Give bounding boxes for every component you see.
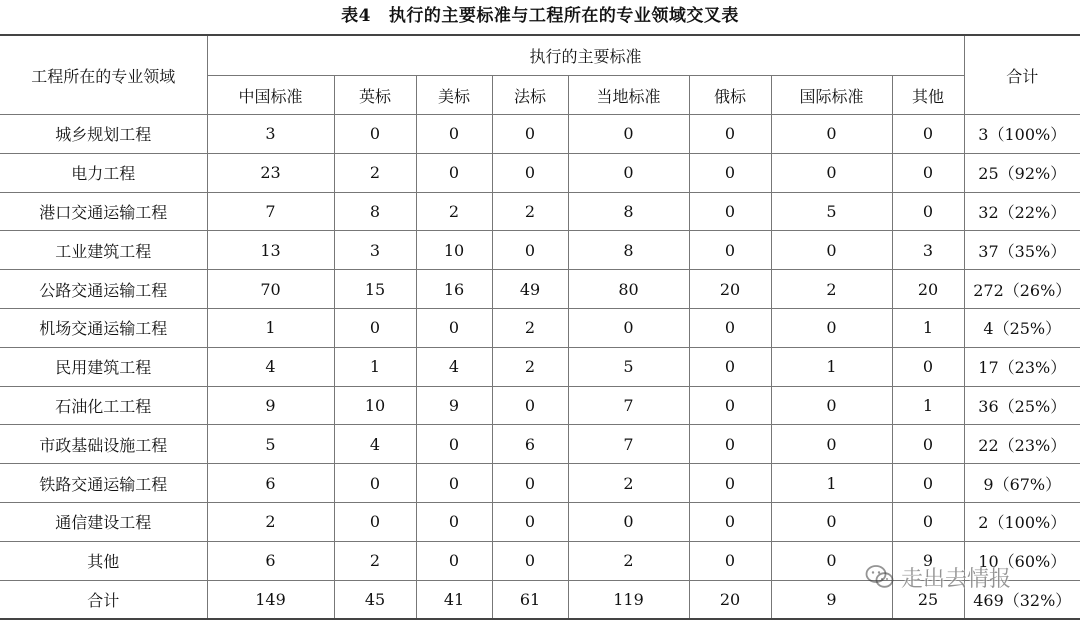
row-total: 37（35%） [964,231,1080,270]
table-cell: 2 [771,270,892,309]
table-row [0,502,1080,541]
total-header-cell: 合计 [964,35,1080,115]
table-cell: 0 [771,231,892,270]
table-cell: 0 [771,115,892,154]
table-cell: 0 [892,464,964,503]
row-total: 4（25%） [964,308,1080,347]
column-header: 当地标准 [568,76,689,115]
row-total: 17（23%） [964,347,1080,386]
table-row [0,270,1080,309]
column-header: 俄标 [689,76,771,115]
table-cell: 70 [207,270,334,309]
table-cell: 41 [416,580,492,619]
table-cell: 0 [689,347,771,386]
table-cell: 1 [207,308,334,347]
row-header-cell: 工程所在的专业领域 [0,35,207,115]
table-cell: 0 [492,464,568,503]
table-cell: 0 [689,308,771,347]
table-cell: 7 [207,192,334,231]
table-cell: 0 [892,192,964,231]
table-cell: 9 [207,386,334,425]
table-cell: 0 [416,425,492,464]
row-label: 城乡规划工程 [0,115,207,154]
table-row [0,386,1080,425]
table-cell: 3 [334,231,416,270]
table-cell: 149 [207,580,334,619]
table-cell: 4 [334,425,416,464]
table-cell: 0 [416,464,492,503]
table-cell: 0 [689,502,771,541]
table-row [0,153,1080,192]
row-label: 工业建筑工程 [0,231,207,270]
table-cell: 2 [492,347,568,386]
table-cell: 0 [771,425,892,464]
table-cell: 1 [771,347,892,386]
table-cell: 0 [568,115,689,154]
row-label: 合计 [0,580,207,619]
table-cell: 0 [416,308,492,347]
row-total: 32（22%） [964,192,1080,231]
table-row [0,580,1080,619]
table-cell: 80 [568,270,689,309]
table-cell: 0 [334,464,416,503]
watermark-text: 走出去情报 [901,566,1012,592]
table-cell: 0 [334,502,416,541]
table-cell: 8 [568,231,689,270]
row-label: 石油化工工程 [0,386,207,425]
table-cell: 0 [771,386,892,425]
cross-table [0,34,1080,620]
table-cell: 0 [892,347,964,386]
table-cell: 0 [492,386,568,425]
table-cell: 0 [492,153,568,192]
table-cell: 1 [334,347,416,386]
table-cell: 7 [568,386,689,425]
table-cell: 20 [689,580,771,619]
table-cell: 0 [771,153,892,192]
table-cell: 20 [689,270,771,309]
table-title [0,0,1080,32]
table-caption: 执行的主要标准与工程所在的专业领域交叉表 [388,6,739,26]
table-cell: 0 [689,115,771,154]
table-row [0,425,1080,464]
table-cell: 16 [416,270,492,309]
table-row [0,308,1080,347]
table-cell: 0 [689,464,771,503]
table-cell: 9 [892,541,964,580]
table-cell: 1 [892,386,964,425]
table-cell: 0 [892,502,964,541]
table-number: 表4 [341,6,371,26]
table-cell: 0 [568,153,689,192]
row-total: 2（100%） [964,502,1080,541]
row-total: 25（92%） [964,153,1080,192]
table-row [0,541,1080,580]
table-row [0,231,1080,270]
table-cell: 0 [334,115,416,154]
column-header: 美标 [416,76,492,115]
column-header: 中国标准 [207,76,334,115]
row-label: 电力工程 [0,153,207,192]
row-label: 民用建筑工程 [0,347,207,386]
table-cell: 2 [334,153,416,192]
table-cell: 0 [492,541,568,580]
table-cell: 0 [689,231,771,270]
table-cell: 15 [334,270,416,309]
table-row [0,192,1080,231]
table-cell: 119 [568,580,689,619]
column-header: 其他 [892,76,964,115]
row-label: 其他 [0,541,207,580]
table-cell: 0 [416,502,492,541]
row-total: 22（23%） [964,425,1080,464]
table-cell: 8 [334,192,416,231]
table-cell: 10 [416,231,492,270]
table-cell: 3 [207,115,334,154]
table-cell: 61 [492,580,568,619]
row-label: 公路交通运输工程 [0,270,207,309]
group-header-cell: 执行的主要标准 [207,35,964,76]
table-cell: 0 [689,386,771,425]
table-cell: 0 [689,541,771,580]
row-label: 港口交通运输工程 [0,192,207,231]
table-cell: 4 [207,347,334,386]
table-cell: 2 [416,192,492,231]
table-cell: 3 [892,231,964,270]
table-cell: 0 [492,502,568,541]
table-cell: 4 [416,347,492,386]
table-cell: 20 [892,270,964,309]
table-cell: 0 [492,115,568,154]
table-cell: 0 [416,153,492,192]
table-cell: 0 [771,502,892,541]
table-cell: 0 [568,308,689,347]
table-cell: 5 [207,425,334,464]
table-cell: 0 [568,502,689,541]
row-total: 10（60%） [964,541,1080,580]
table-cell: 0 [334,308,416,347]
row-total: 3（100%） [964,115,1080,154]
row-total: 9（67%） [964,464,1080,503]
table-cell: 25 [892,580,964,619]
table-cell: 6 [207,541,334,580]
row-total: 36（25%） [964,386,1080,425]
table-cell: 45 [334,580,416,619]
table-cell: 1 [771,464,892,503]
table-cell: 0 [771,308,892,347]
column-header: 英标 [334,76,416,115]
table-row [0,464,1080,503]
table-cell: 2 [492,308,568,347]
table-cell: 0 [416,115,492,154]
table-cell: 0 [892,115,964,154]
row-label: 市政基础设施工程 [0,425,207,464]
row-label: 机场交通运输工程 [0,308,207,347]
row-total: 272（26%） [964,270,1080,309]
table-cell: 6 [207,464,334,503]
row-total: 469（32%） [964,580,1080,619]
table-cell: 0 [771,541,892,580]
table-cell: 5 [568,347,689,386]
column-header: 国际标准 [771,76,892,115]
row-label: 铁路交通运输工程 [0,464,207,503]
table-cell: 10 [334,386,416,425]
table-cell: 2 [492,192,568,231]
table-cell: 0 [689,153,771,192]
table-cell: 7 [568,425,689,464]
table-cell: 0 [689,192,771,231]
table-cell: 2 [568,541,689,580]
table-cell: 2 [334,541,416,580]
table-cell: 2 [207,502,334,541]
table-cell: 23 [207,153,334,192]
table-cell: 0 [492,231,568,270]
column-header: 法标 [492,76,568,115]
row-label: 通信建设工程 [0,502,207,541]
table-row [0,347,1080,386]
table-cell: 13 [207,231,334,270]
table-cell: 49 [492,270,568,309]
table-cell: 9 [771,580,892,619]
table-cell: 0 [892,425,964,464]
table-cell: 1 [892,308,964,347]
table-cell: 8 [568,192,689,231]
table-cell: 6 [492,425,568,464]
table-cell: 9 [416,386,492,425]
table-cell: 0 [892,153,964,192]
table-cell: 2 [568,464,689,503]
table-row [0,115,1080,154]
table-cell: 0 [689,425,771,464]
table-cell: 5 [771,192,892,231]
table-cell: 0 [416,541,492,580]
